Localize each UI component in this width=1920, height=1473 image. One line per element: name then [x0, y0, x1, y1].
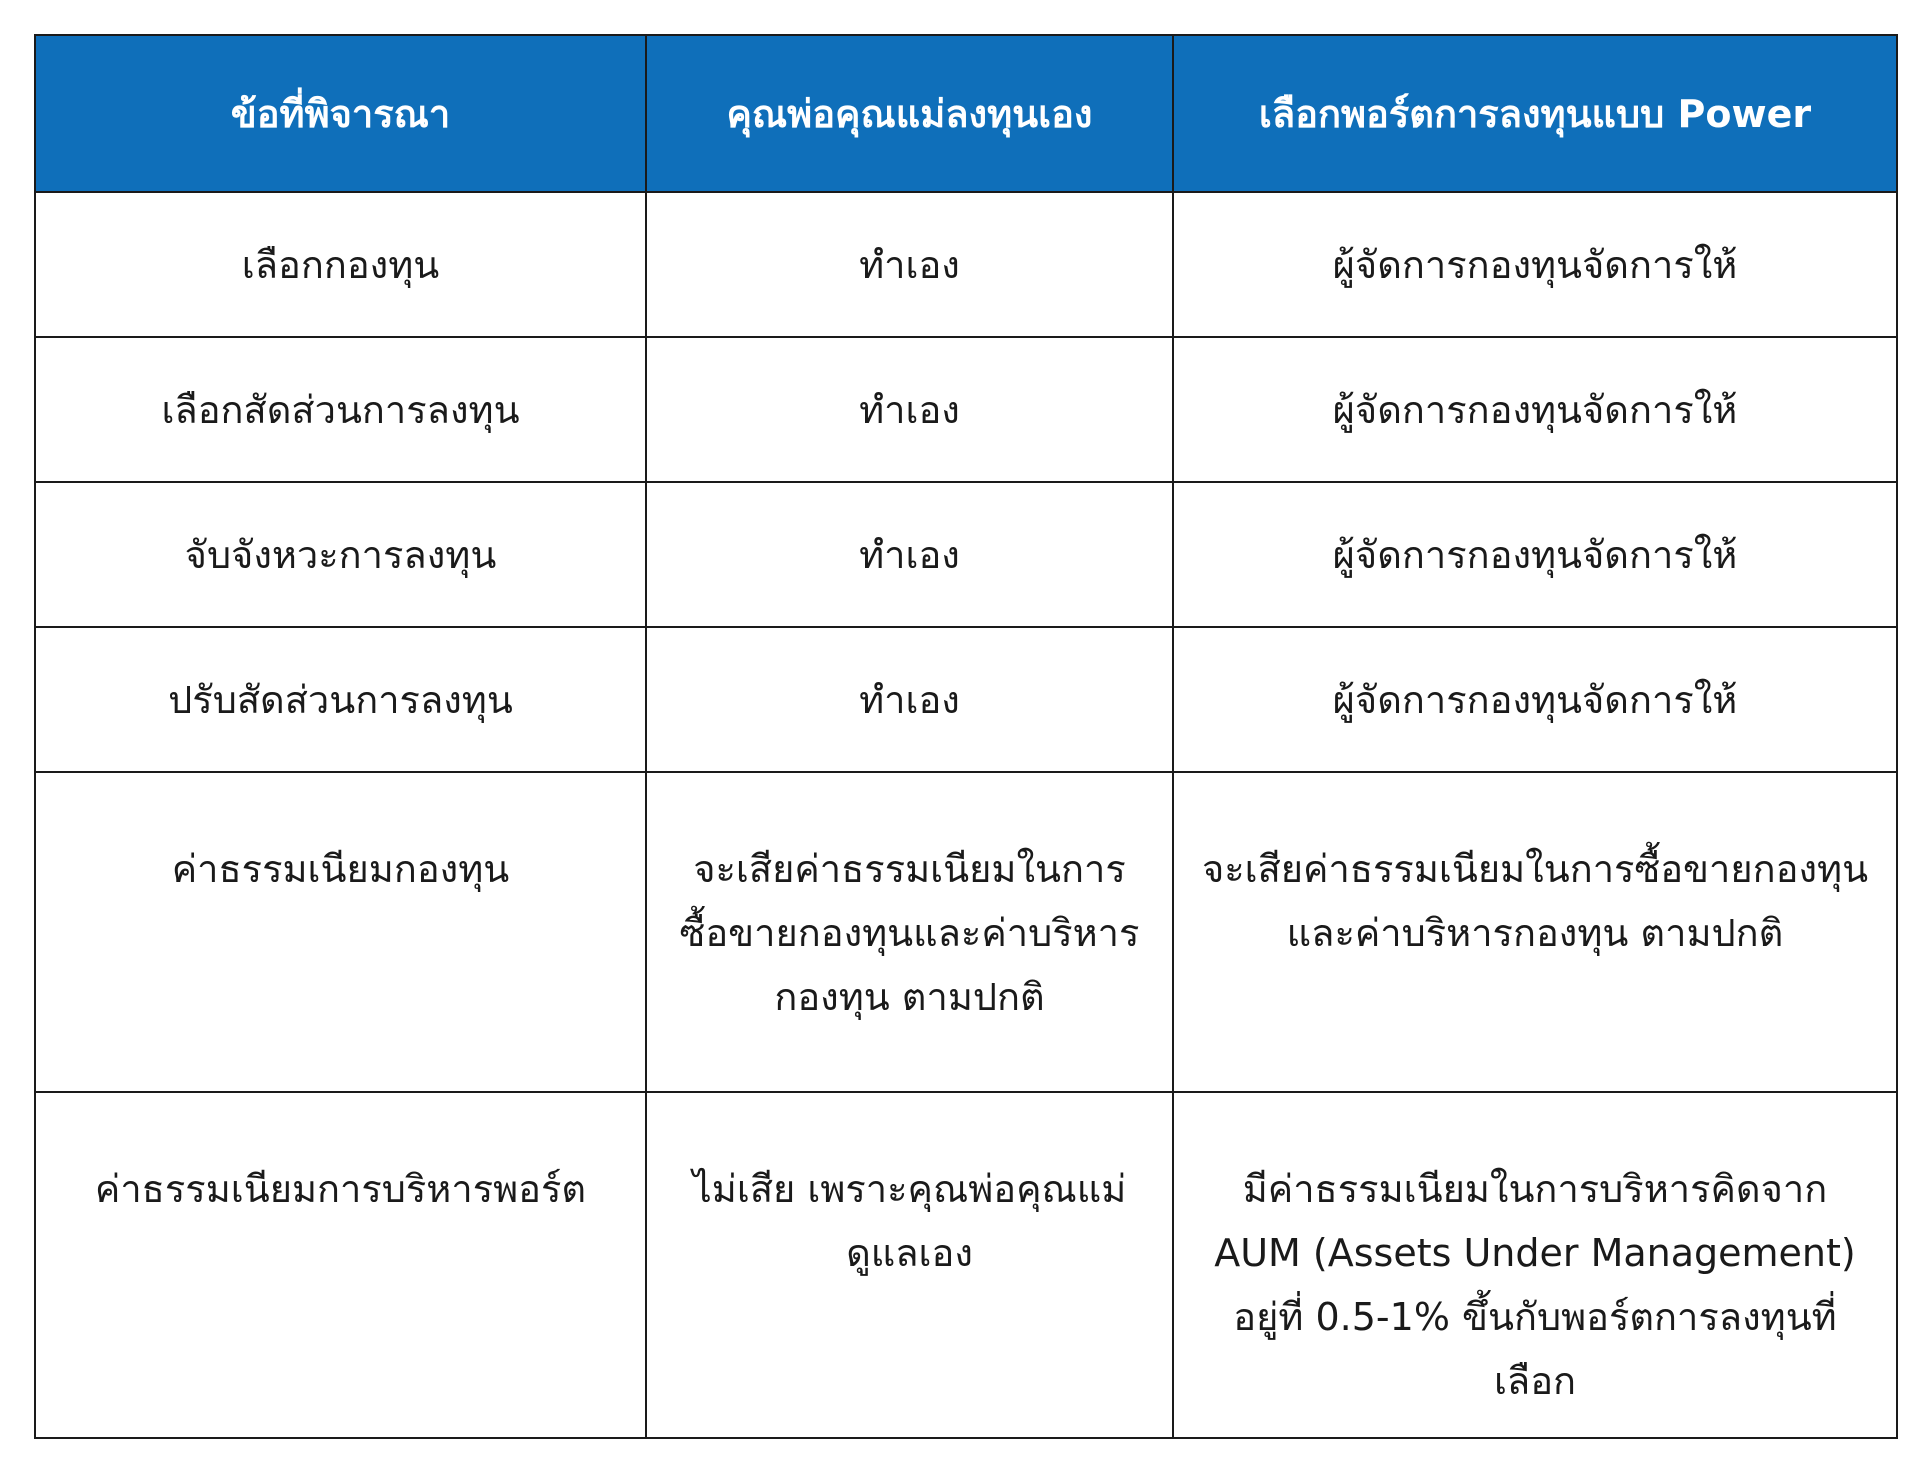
cell-text: เลือกกองทุน [241, 242, 440, 287]
table-cell [35, 1092, 646, 1438]
cell-text: มีค่าธรรมเนียมในการบริหารคิดจาก AUM (Assets Under Management) อยู่ที่ 0.5-1% ขึ้นกับพอร์ตการลงทุนที่เลือก [1214, 1167, 1856, 1403]
cell-text: ทำเอง [859, 242, 960, 287]
table-row [35, 772, 1897, 1092]
header-consideration [35, 35, 646, 192]
cell-text: ผู้จัดการกองทุนจัดการให้ [1332, 532, 1738, 577]
cell-text: เลือกสัดส่วนการลงทุน [161, 387, 520, 432]
cell-text: ค่าธรรมเนียมกองทุน [171, 847, 510, 891]
cell-text: ผู้จัดการกองทุนจัดการให้ [1332, 677, 1738, 722]
header-power-portfolio [1173, 35, 1897, 192]
comparison-table-container [34, 34, 1896, 1439]
cell-text: ไม่เสีย เพราะคุณพ่อคุณแม่ ดูแลเอง [692, 1167, 1127, 1275]
table-cell [35, 192, 646, 337]
cell-text: ทำเอง [859, 677, 960, 722]
table-cell [646, 627, 1173, 772]
comparison-table [34, 34, 1898, 1439]
table-cell [1173, 1092, 1897, 1438]
cell-text: ผู้จัดการกองทุนจัดการให้ [1332, 387, 1738, 432]
cell-text: ทำเอง [859, 532, 960, 577]
header-label: คุณพ่อคุณแม่ลงทุนเอง [726, 91, 1093, 136]
table-cell [1173, 627, 1897, 772]
table-cell [1173, 192, 1897, 337]
table-row [35, 1092, 1897, 1438]
header-row [35, 35, 1897, 192]
cell-text: ผู้จัดการกองทุนจัดการให้ [1332, 242, 1738, 287]
table-row [35, 627, 1897, 772]
cell-text: ปรับสัดส่วนการลงทุน [168, 677, 513, 722]
table-cell [646, 337, 1173, 482]
header-label: ข้อที่พิจารณา [230, 91, 451, 136]
table-cell [646, 772, 1173, 1092]
table-cell [646, 1092, 1173, 1438]
table-cell [1173, 337, 1897, 482]
table-row [35, 482, 1897, 627]
table-cell [646, 482, 1173, 627]
header-self-invest [646, 35, 1173, 192]
table-row [35, 192, 1897, 337]
cell-text: จับจังหวะการลงทุน [184, 532, 497, 577]
table-body [35, 192, 1897, 1438]
cell-text: ค่าธรรมเนียมการบริหารพอร์ต [94, 1167, 587, 1211]
table-cell [35, 772, 646, 1092]
cell-text: จะเสียค่าธรรมเนียมในการ ซื้อขายกองทุนและค่าบริหาร กองทุน ตามปกติ [679, 847, 1140, 1019]
table-cell [646, 192, 1173, 337]
table-row [35, 337, 1897, 482]
header-label: เลือกพอร์ตการลงทุนแบบ Power [1258, 91, 1812, 136]
table-cell [35, 627, 646, 772]
table-cell [1173, 772, 1897, 1092]
cell-text: จะเสียค่าธรรมเนียมในการซื้อขายกองทุน และค่าบริหารกองทุน ตามปกติ [1201, 847, 1869, 955]
table-header [35, 35, 1897, 192]
cell-text: ทำเอง [859, 387, 960, 432]
table-cell [1173, 482, 1897, 627]
table-cell [35, 482, 646, 627]
table-cell [35, 337, 646, 482]
